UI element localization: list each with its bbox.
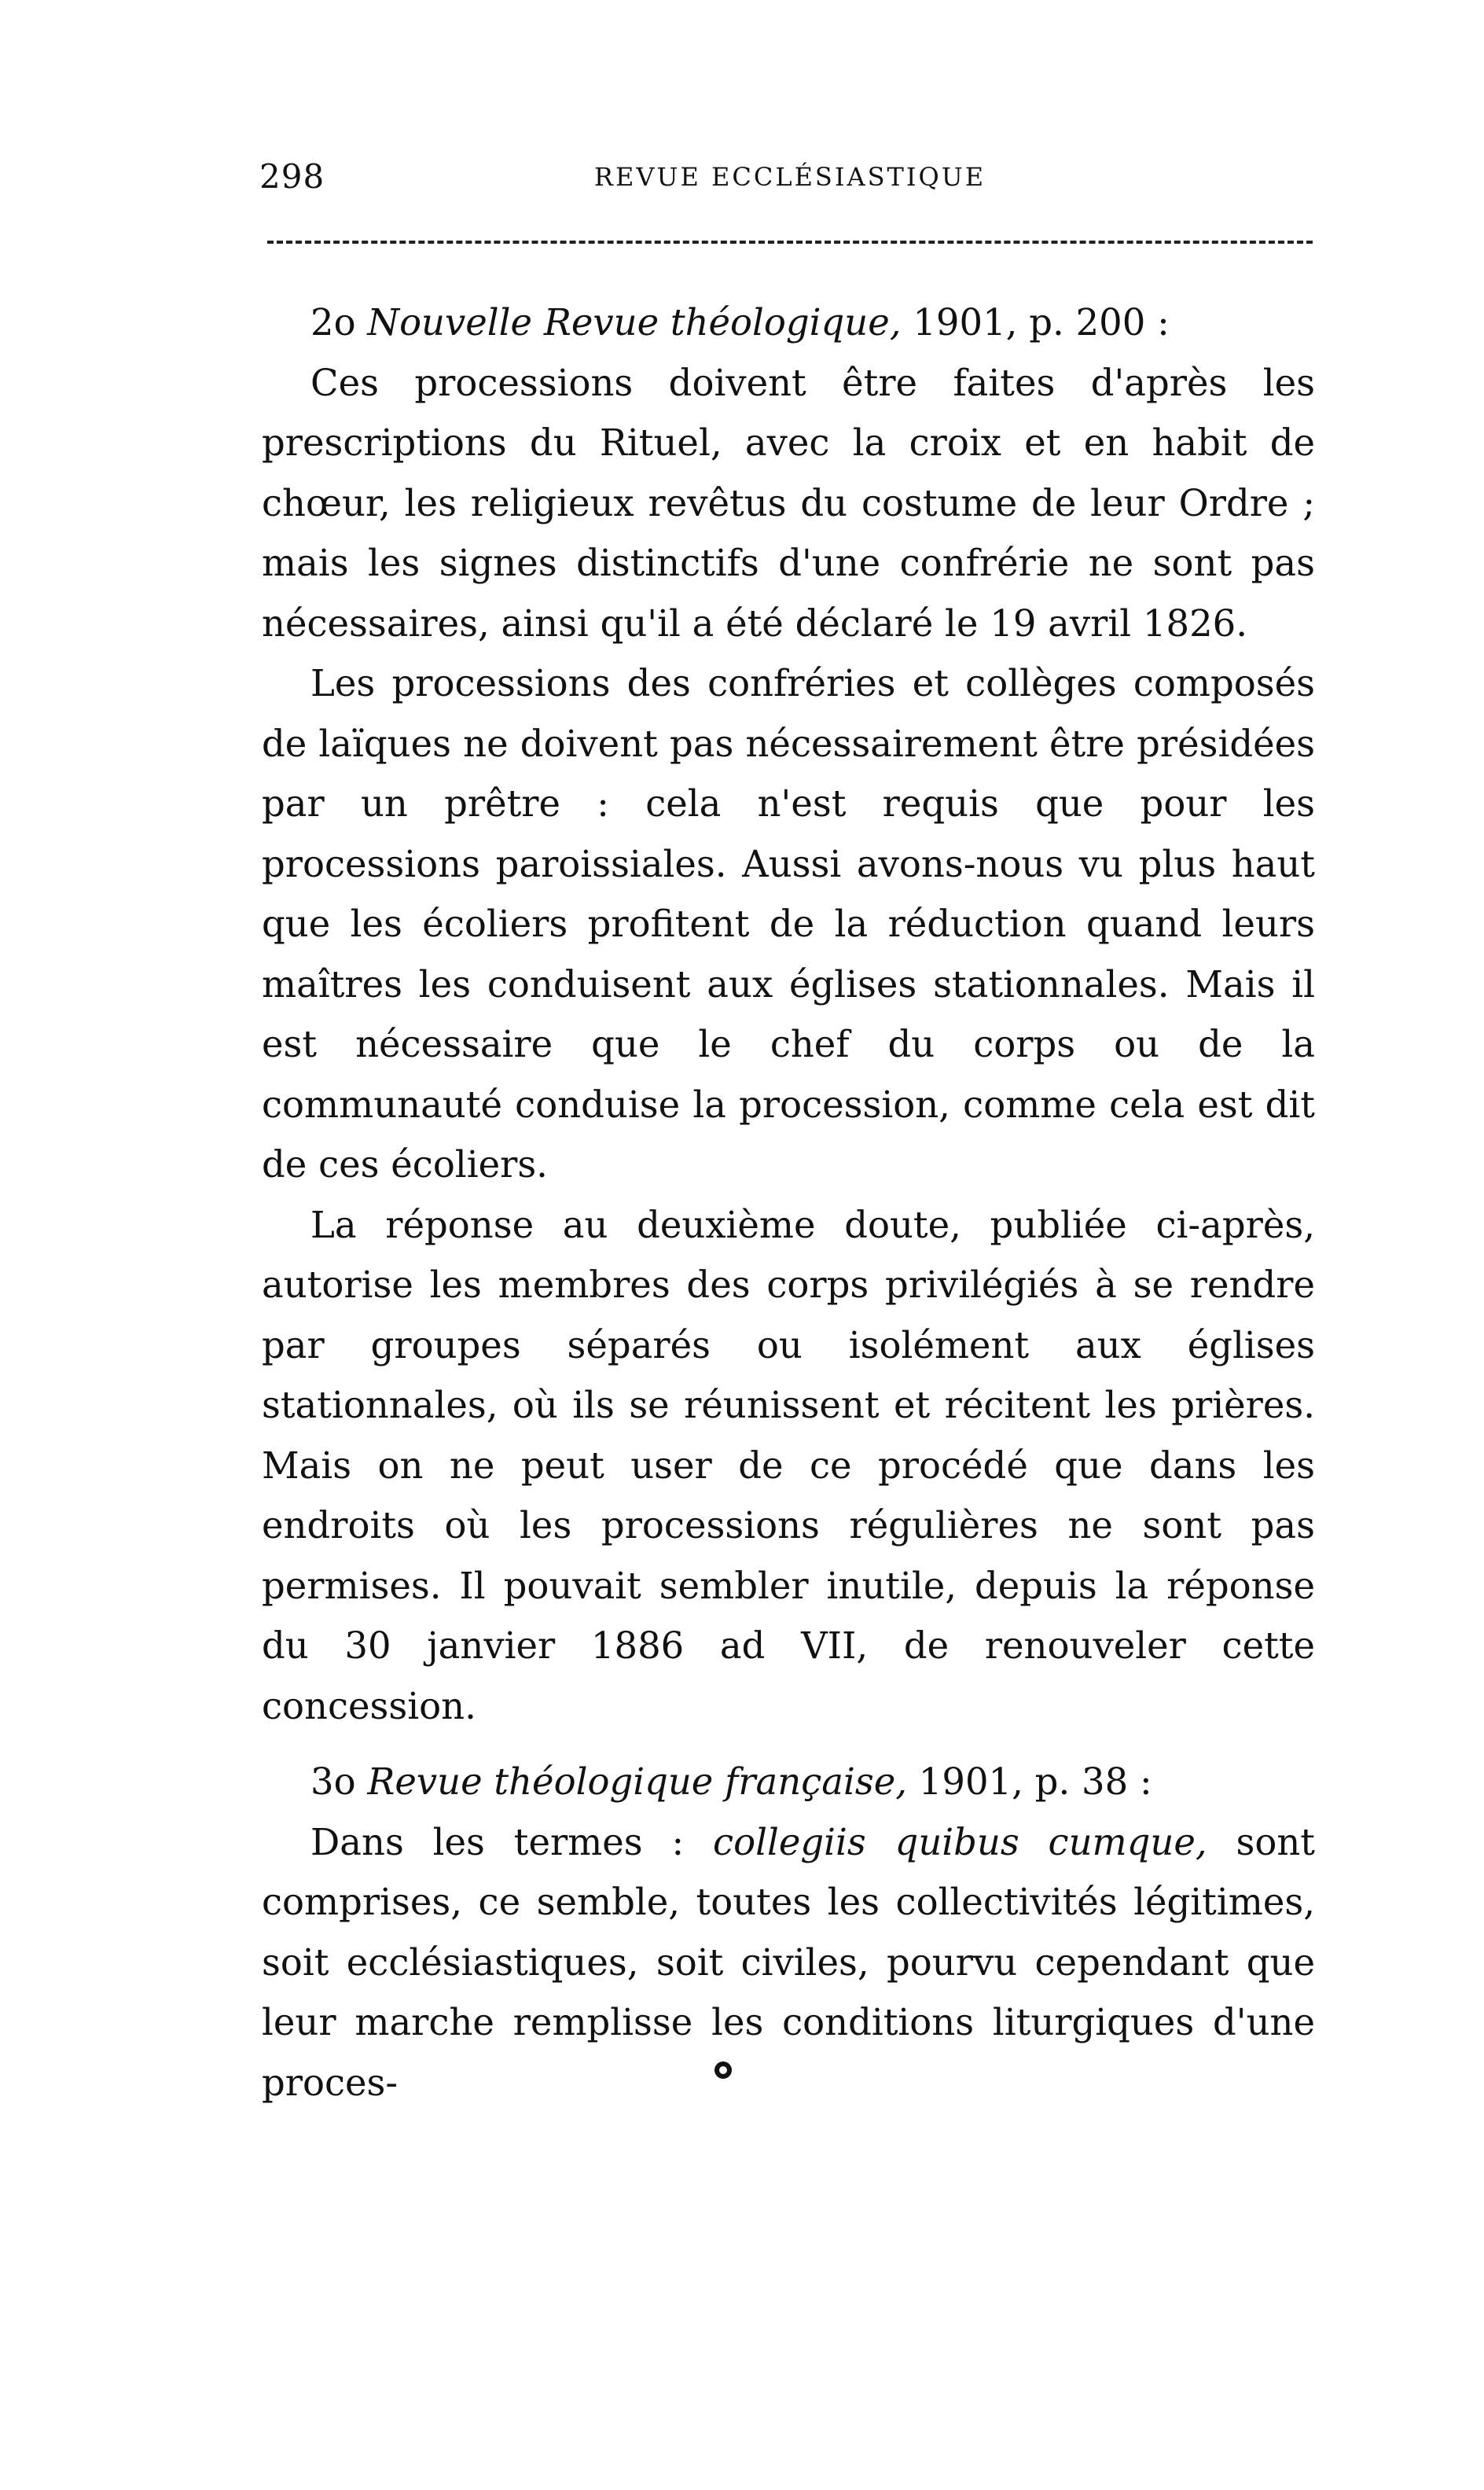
section-number: 2o: [310, 301, 356, 344]
paragraph-text: Dans les termes :: [310, 1820, 714, 1863]
page-number: 298: [259, 157, 325, 196]
paragraph: Les processions des confréries et collèges composés de laïques ne doivent pas nécessairement être présidées par un prêtre : cela n'est requis que pour les processions paroissiales. Aussi avons-nous vu plus haut que les écoliers profitent de la réduction quand leurs maîtres les conduisent aux églises stationnales. Mais il est nécessaire que le chef du corps ou de la communauté conduise la procession, comme cela est dit de ces écoliers.: [262, 662, 1315, 1186]
body-text: [262, 292, 1315, 2113]
section-heading-2: [262, 292, 1315, 353]
section-number: 3o: [310, 1760, 356, 1803]
paragraph-text: sont comprises, ce semble, toutes les collectivités légitimes, soit ecclésiastiques, soit civiles, pourvu cependant que leur marche remplisse les conditions liturgiques d'une proces-: [262, 1820, 1315, 2104]
running-title: REVUE ECCLÉSIASTIQUE: [593, 162, 986, 192]
page-header: [259, 157, 1321, 204]
source-title: Nouvelle Revue théologique,: [367, 301, 902, 344]
header-rule: [267, 241, 1313, 244]
section-heading-3: [262, 1752, 1315, 1812]
paragraph: [262, 1812, 1315, 2113]
paragraph: Ces processions doivent être faites d'après les prescriptions du Rituel, avec la croix et en habit de chœur, les religieux revêtus du costume de leur Ordre ; mais les signes distinctifs d'une confrérie ne sont pas nécessaires, ainsi qu'il a été déclaré le 19 avril 1826.: [262, 361, 1315, 645]
source-reference: 1901, p. 38 :: [907, 1760, 1152, 1803]
source-reference: 1901, p. 200 :: [901, 301, 1170, 344]
paragraph: La réponse au deuxième doute, publiée ci-après, autorise les membres des corps privilégiés à se rendre par groupes séparés ou isolément aux églises stationnales, où ils se réunissent et récitent les prières. Mais on ne peut user de ce procédé que dans les endroits où les processions régulières ne sont pas permises. Il pouvait sembler inutile, depuis la réponse du 30 janvier 1886 ad VII, de renouveler cette concession.: [262, 1203, 1315, 1727]
source-title: Revue théologique française,: [367, 1760, 907, 1803]
latin-quote: collegiis quibus cumque,: [713, 1820, 1207, 1863]
ornament-circle-icon: [714, 2062, 732, 2079]
